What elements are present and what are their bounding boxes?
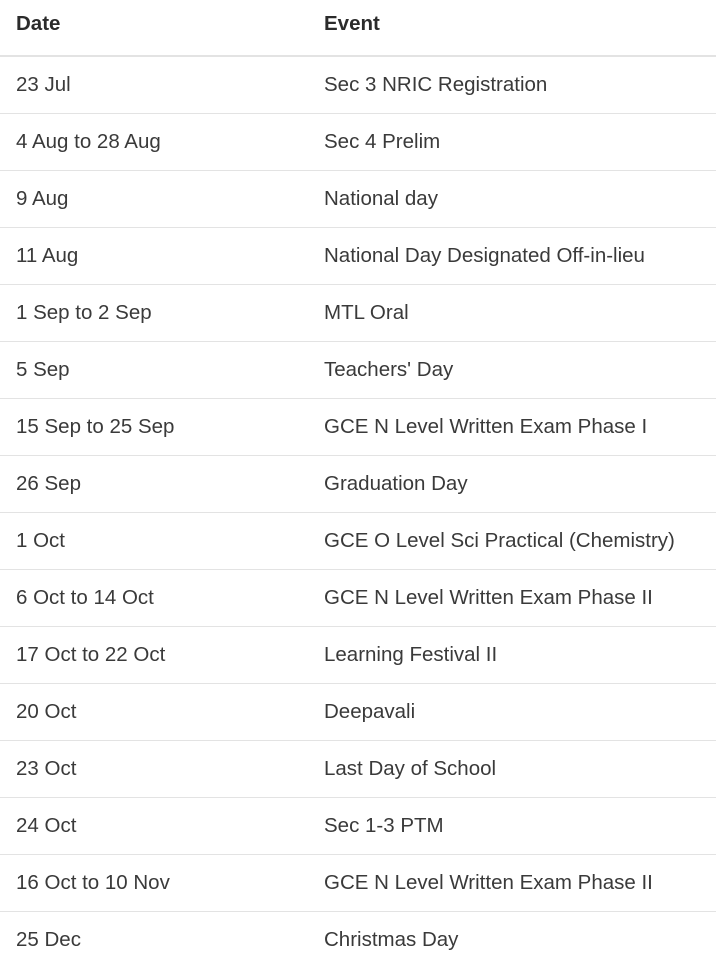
event-column-header: Event [308, 0, 716, 56]
table-row [0, 912, 716, 968]
table-row [0, 171, 716, 228]
event-cell: GCE O Level Sci Practical (Chemistry) [308, 513, 716, 570]
event-cell: GCE N Level Written Exam Phase I [308, 399, 716, 456]
table-row [0, 228, 716, 285]
table-row [0, 285, 716, 342]
date-cell: 26 Sep [0, 456, 308, 513]
event-cell: National Day Designated Off-in-lieu [308, 228, 716, 285]
event-cell: Teachers' Day [308, 342, 716, 399]
table-row [0, 627, 716, 684]
table-header [0, 0, 716, 56]
date-column-header: Date [0, 0, 308, 56]
table-row [0, 513, 716, 570]
date-cell: 11 Aug [0, 228, 308, 285]
event-cell: Graduation Day [308, 456, 716, 513]
table-row [0, 855, 716, 912]
table-row [0, 114, 716, 171]
date-cell: 6 Oct to 14 Oct [0, 570, 308, 627]
date-cell: 20 Oct [0, 684, 308, 741]
event-cell: Learning Festival II [308, 627, 716, 684]
event-cell: National day [308, 171, 716, 228]
date-cell: 4 Aug to 28 Aug [0, 114, 308, 171]
date-cell: 1 Oct [0, 513, 308, 570]
date-cell: 5 Sep [0, 342, 308, 399]
event-cell: GCE N Level Written Exam Phase II [308, 570, 716, 627]
date-cell: 24 Oct [0, 798, 308, 855]
table-row [0, 570, 716, 627]
date-cell: 25 Dec [0, 912, 308, 968]
date-cell: 9 Aug [0, 171, 308, 228]
date-cell: 15 Sep to 25 Sep [0, 399, 308, 456]
table-row [0, 342, 716, 399]
date-cell: 16 Oct to 10 Nov [0, 855, 308, 912]
table-row [0, 741, 716, 798]
event-cell: Christmas Day [308, 912, 716, 968]
date-cell: 17 Oct to 22 Oct [0, 627, 308, 684]
table-body [0, 56, 716, 968]
table-row [0, 56, 716, 114]
table-row [0, 684, 716, 741]
event-cell: Sec 4 Prelim [308, 114, 716, 171]
date-cell: 1 Sep to 2 Sep [0, 285, 308, 342]
event-cell: Sec 3 NRIC Registration [308, 56, 716, 114]
header-row [0, 0, 716, 56]
table-row [0, 456, 716, 513]
event-cell: Sec 1-3 PTM [308, 798, 716, 855]
event-cell: Last Day of School [308, 741, 716, 798]
event-cell: GCE N Level Written Exam Phase II [308, 855, 716, 912]
event-cell: MTL Oral [308, 285, 716, 342]
date-cell: 23 Oct [0, 741, 308, 798]
event-cell: Deepavali [308, 684, 716, 741]
table-row [0, 399, 716, 456]
date-cell: 23 Jul [0, 56, 308, 114]
table-row [0, 798, 716, 855]
